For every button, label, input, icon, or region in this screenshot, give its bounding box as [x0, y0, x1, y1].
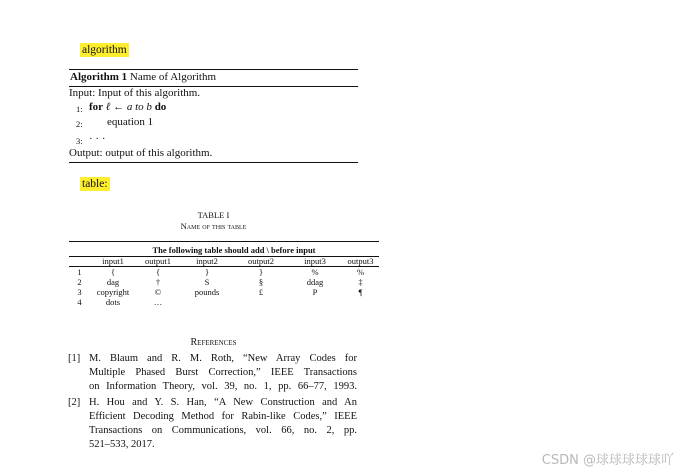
table-cell: { — [110, 267, 116, 277]
table-cell: } — [204, 267, 210, 277]
algorithm-top-rule — [69, 69, 358, 70]
table-caption-title: Name of this table — [180, 221, 247, 231]
algorithm-name: Name of Algorithm — [129, 71, 217, 83]
table-cell: © — [154, 287, 162, 297]
reference-line: 521–533, 2017. — [89, 439, 155, 450]
algorithm-section-label: algorithm — [82, 44, 127, 56]
algorithm-line-dots: · · · — [89, 133, 106, 145]
reference-number: [1] — [68, 353, 81, 364]
table-caption-number: TABLE I — [197, 210, 230, 220]
algorithm-bottom-rule — [69, 162, 358, 163]
table-cell: £ — [258, 287, 264, 297]
table-column-header: input3 — [304, 256, 326, 266]
algorithm-line-for — [89, 101, 166, 114]
table-column-header: output3 — [347, 256, 374, 266]
algorithm-input: Input: Input of this algorithm. — [69, 87, 201, 99]
table-cell: copyright — [96, 287, 130, 297]
table-column-header — [69, 256, 90, 267]
algorithm-line-number: 2: — [76, 119, 83, 129]
reference-text — [89, 352, 357, 394]
table-column-header-row — [69, 256, 379, 267]
table-cell: ¶ — [358, 287, 363, 297]
table-row — [69, 297, 379, 307]
table-cell: { — [155, 267, 161, 277]
table-row — [69, 287, 379, 297]
for-keyword: for — [89, 101, 104, 113]
algorithm-output: Output: output of this algorithm. — [69, 147, 213, 159]
reference-line: M. Blaum and R. M. Roth, “New Array Codes for — [89, 353, 357, 364]
algorithm-line-number: 1: — [76, 104, 83, 114]
reference-line: Multiple Phased Burst Correction,” IEEE Transactions — [89, 367, 357, 378]
table-column-header: output2 — [248, 256, 274, 266]
reference-item — [68, 352, 358, 396]
symbol-table — [69, 256, 379, 307]
table-cell — [234, 297, 288, 307]
table-section-label: table: — [82, 178, 108, 190]
do-keyword: do — [154, 101, 167, 113]
table-row — [69, 267, 379, 278]
table-header: The following table should add \ before input — [152, 245, 316, 255]
reference-line: Efficient Decoding Method for Rabin-like Codes,” IEEE — [89, 411, 357, 422]
loop-expression: ℓ ← a to b — [105, 101, 152, 113]
table-cell: 2 — [77, 277, 82, 287]
reference-line: Transactions on Communications, vol. 66, no. 2, pp. — [89, 425, 357, 436]
table-cell: … — [153, 297, 163, 307]
table-cell: † — [155, 277, 161, 287]
table-cell: pounds — [194, 287, 220, 297]
algorithm-header — [70, 71, 216, 84]
table-cell — [180, 297, 234, 307]
table-column-header: output1 — [145, 256, 171, 266]
reference-item — [68, 396, 358, 456]
reference-line: on Information Theory, vol. 39, no. 1, pp. 66–77, 1993. — [89, 381, 357, 392]
algorithm-line-number: 3: — [76, 136, 83, 146]
table-cell: 1 — [77, 267, 82, 277]
reference-line: H. Hou and Y. S. Han, “A New Construction and An — [89, 397, 357, 408]
table-cell: dag — [106, 277, 120, 287]
table-column-header: input2 — [196, 256, 218, 266]
table-cell: dots — [105, 297, 121, 307]
table-cell: P — [312, 287, 318, 297]
table-cell: ‡ — [358, 277, 363, 287]
table-cell — [288, 297, 342, 307]
algorithm-number: Algorithm 1 — [70, 71, 128, 83]
csdn-watermark: CSDN @球球球球球吖 — [541, 453, 674, 468]
algorithm-line-equation: equation 1 — [107, 116, 154, 128]
table-column-header: input1 — [102, 256, 124, 266]
table-cell: S — [204, 277, 210, 287]
table-cell: % — [356, 267, 365, 277]
reference-number: [2] — [68, 397, 81, 408]
table-cell: 4 — [77, 297, 82, 307]
table-cell: 3 — [77, 287, 82, 297]
references-title: References — [190, 337, 237, 348]
table-cell: } — [258, 267, 264, 277]
table-row — [69, 277, 379, 287]
reference-text — [89, 396, 357, 452]
table-top-rule — [69, 241, 379, 242]
table-cell: ddag — [306, 277, 324, 287]
table-cell — [342, 297, 379, 307]
table-cell: § — [258, 277, 264, 287]
table-cell: % — [311, 267, 319, 277]
